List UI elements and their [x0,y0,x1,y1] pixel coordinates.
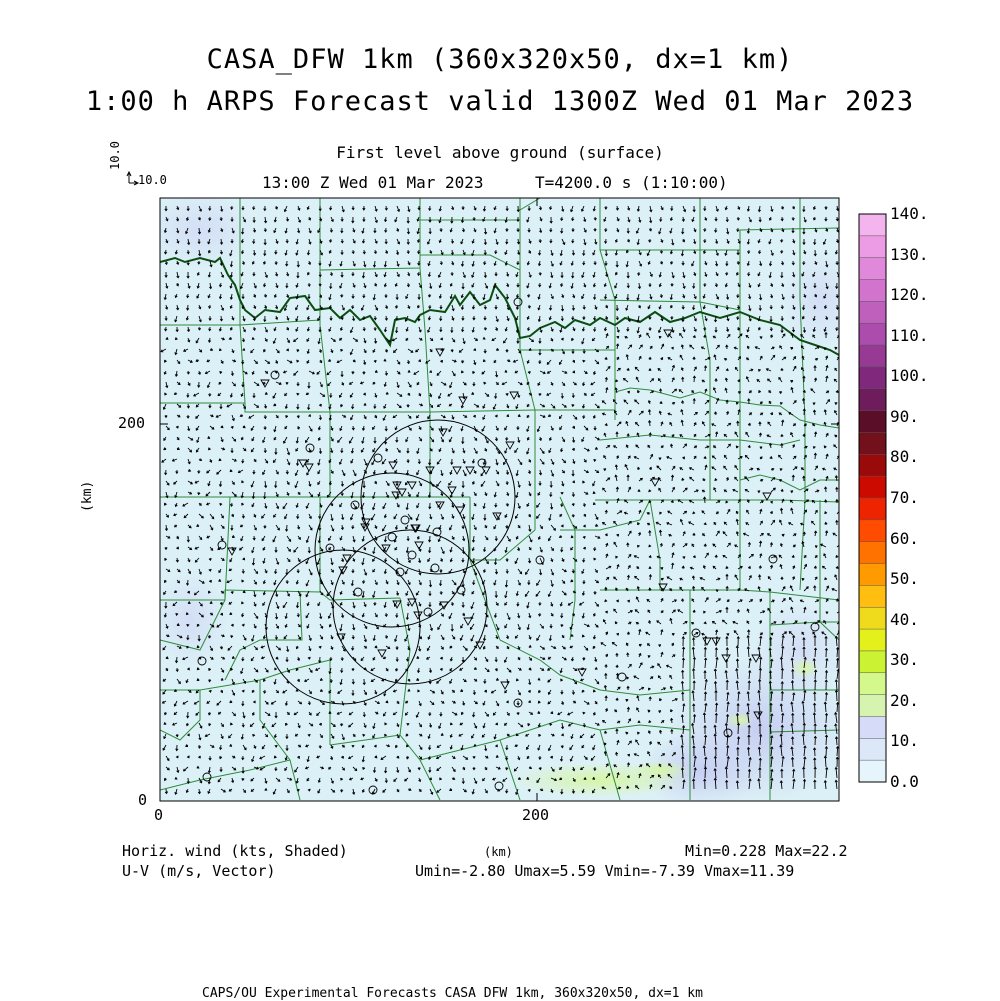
map-title-line2: 1:00 h ARPS Forecast valid 1300Z Wed 01 Mar 2023 [0,86,1000,117]
wind-vector-head [840,610,842,612]
level-label: First level above ground (surface) [0,143,1000,162]
map-title-line1: CASA_DFW 1km (360x320x50, dx=1 km) [0,44,1000,75]
time-step-label: T=4200.0 s (1:10:00) [535,173,728,192]
valid-time-label: 13:00 Z Wed 01 Mar 2023 [262,173,484,192]
